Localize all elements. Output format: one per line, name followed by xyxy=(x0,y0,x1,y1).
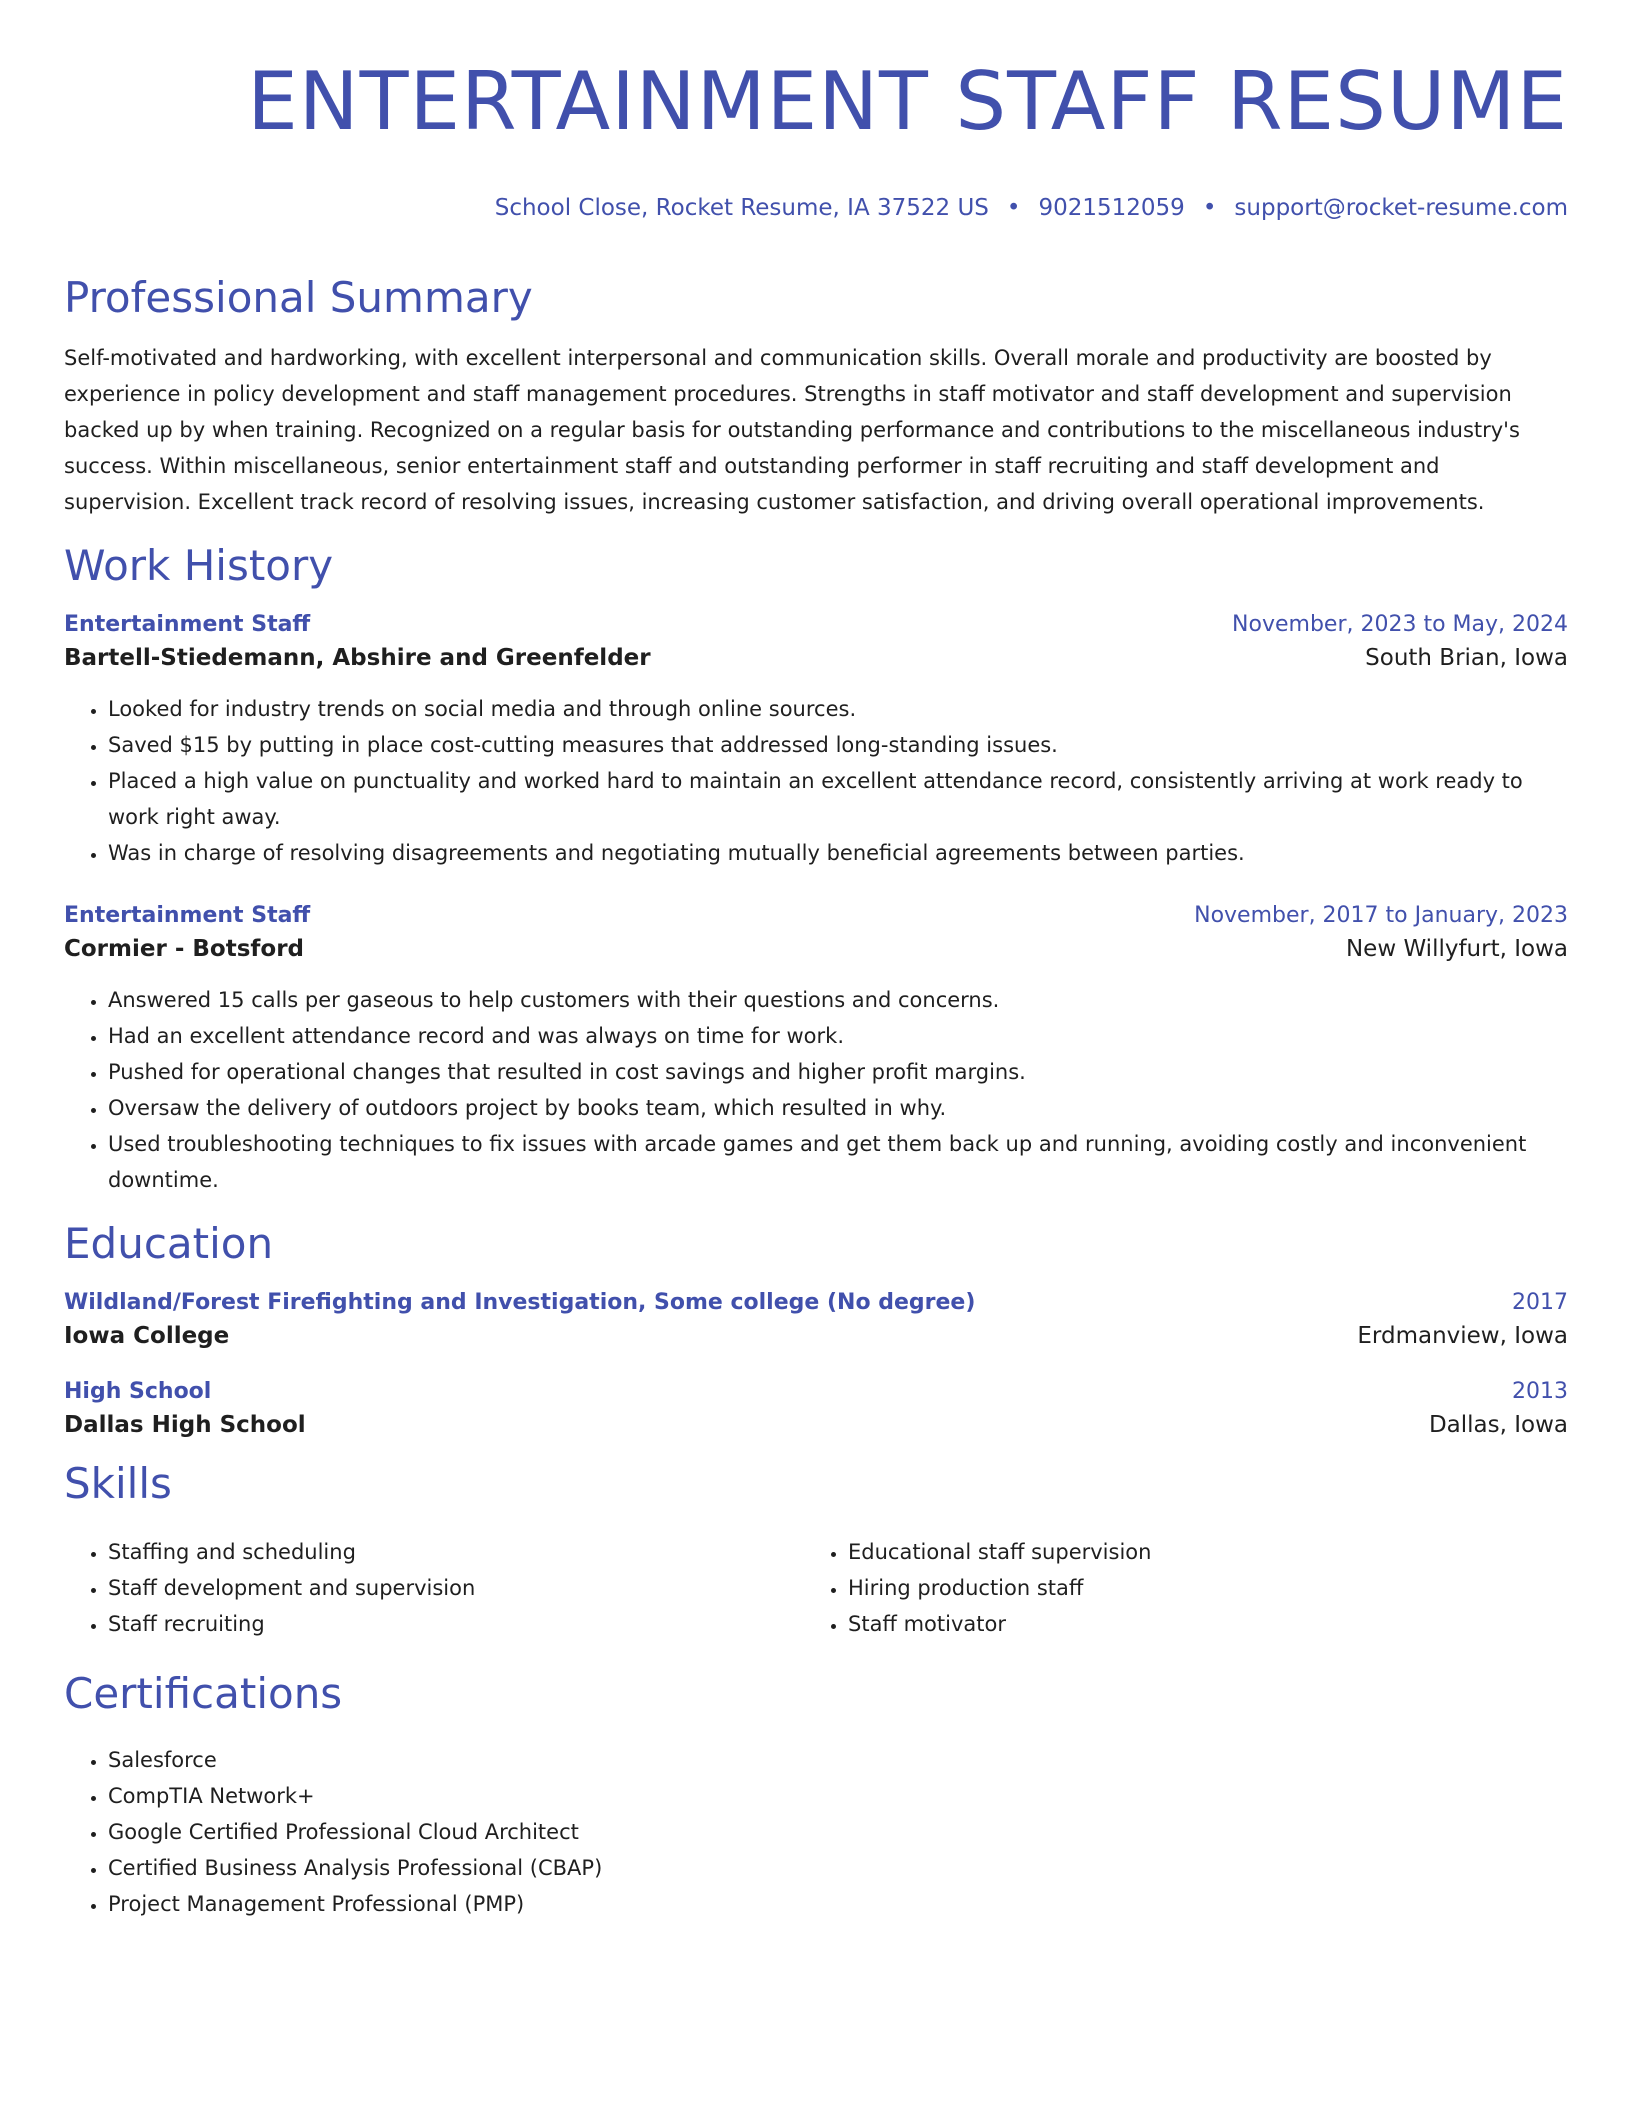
contact-phone[interactable]: 9021512059 xyxy=(1038,195,1185,221)
education-entry xyxy=(64,1379,1568,1438)
skills-column-right xyxy=(804,1534,1544,1642)
separator-dot: • xyxy=(1202,195,1217,221)
list-item: • Staffing and scheduling xyxy=(108,1534,804,1570)
list-item: • Educational staff supervision xyxy=(848,1534,1544,1570)
job-company: Bartell-Stiedemann, Abshire and Greenfelder xyxy=(64,645,651,671)
skills-columns xyxy=(64,1534,1568,1642)
resume-title: ENTERTAINMENT STAFF RESUME xyxy=(247,55,1568,148)
section-title-education: Education xyxy=(64,1219,274,1268)
education-entry-header xyxy=(64,1379,1568,1404)
work-entry xyxy=(64,903,1568,1198)
education-year: 2017 xyxy=(1512,1290,1568,1315)
skills-column-left xyxy=(64,1534,804,1642)
list-item: • Looked for industry trends on social media and through online sources. xyxy=(108,691,1568,727)
summary-paragraph: Self-motivated and hardworking, with excellent interpersonal and communication skills. Overall morale and productivity are boosted by experience in policy development and staff management procedures. Strengths in staff motivator and staff development and supervision backed up by when training. Recognized on a regular basis for outstanding performance and contributions to the miscellaneous industry's success. Within miscellaneous, senior entertainment staff and outstanding performer in staff recruiting and staff development and supervision. Excellent track record of resolving issues, increasing customer satisfaction, and driving overall operational improvements. xyxy=(64,346,1520,514)
education-entry xyxy=(64,1290,1568,1349)
list-item: • Certified Business Analysis Professional (CBAP) xyxy=(108,1850,1568,1886)
work-entry-header xyxy=(64,612,1568,637)
section-title-certifications: Certifications xyxy=(64,1669,343,1718)
list-item: • Salesforce xyxy=(108,1742,1568,1778)
education-entry-header xyxy=(64,1290,1568,1315)
list-item: • Had an excellent attendance record and was always on time for work. xyxy=(108,1018,1568,1054)
work-entry-subheader xyxy=(64,936,1568,962)
job-location: South Brian, Iowa xyxy=(1365,645,1568,671)
job-bullet-list xyxy=(64,982,1568,1198)
job-company: Cormier - Botsford xyxy=(64,936,305,962)
list-item: • Google Certified Professional Cloud Architect xyxy=(108,1814,1568,1850)
section-title-work-history: Work History xyxy=(64,541,334,590)
skills-list-left xyxy=(64,1534,804,1642)
work-entry xyxy=(64,612,1568,871)
list-item: • Saved $15 by putting in place cost-cutting measures that addressed long-standing issues. xyxy=(108,727,1568,763)
list-item: • Was in charge of resolving disagreements and negotiating mutually beneficial agreements between parties. xyxy=(108,835,1568,871)
list-item: • Used troubleshooting techniques to fix issues with arcade games and get them back up and running, avoiding costly and inconvenient downtime. xyxy=(108,1126,1568,1198)
job-dates: November, 2017 to January, 2023 xyxy=(1194,903,1568,928)
skills-list-right xyxy=(804,1534,1544,1642)
job-bullet-list xyxy=(64,691,1568,871)
list-item: • CompTIA Network+ xyxy=(108,1778,1568,1814)
education-school: Dallas High School xyxy=(64,1412,306,1438)
job-location: New Willyfurt, Iowa xyxy=(1345,936,1568,962)
education-degree: Wildland/Forest Firefighting and Investigation, Some college (No degree) xyxy=(64,1290,976,1315)
list-item: • Staff recruiting xyxy=(108,1606,804,1642)
certifications-list xyxy=(64,1742,1568,1922)
education-location: Dallas, Iowa xyxy=(1428,1412,1568,1438)
work-entry-subheader xyxy=(64,645,1568,671)
list-item: • Answered 15 calls per gaseous to help customers with their questions and concerns. xyxy=(108,982,1568,1018)
separator-dot: • xyxy=(1006,195,1021,221)
education-location: Erdmanview, Iowa xyxy=(1357,1323,1568,1349)
contact-address: School Close, Rocket Resume, IA 37522 US xyxy=(494,195,989,221)
list-item: • Hiring production staff xyxy=(848,1570,1544,1606)
list-item: • Project Management Professional (PMP) xyxy=(108,1886,1568,1922)
job-role: Entertainment Staff xyxy=(64,903,311,928)
section-title-summary: Professional Summary xyxy=(64,273,533,322)
work-entry-header xyxy=(64,903,1568,928)
section-title-skills: Skills xyxy=(64,1459,172,1508)
job-role: Entertainment Staff xyxy=(64,612,311,637)
education-entry-subheader xyxy=(64,1412,1568,1438)
list-item: • Oversaw the delivery of outdoors project by books team, which resulted in why. xyxy=(108,1090,1568,1126)
education-year: 2013 xyxy=(1512,1379,1568,1404)
contact-line xyxy=(64,192,1568,224)
job-dates: November, 2023 to May, 2024 xyxy=(1232,612,1568,637)
education-school: Iowa College xyxy=(64,1323,230,1349)
education-degree: High School xyxy=(64,1379,212,1404)
education-entry-subheader xyxy=(64,1323,1568,1349)
list-item: • Staff development and supervision xyxy=(108,1570,804,1606)
contact-email[interactable]: support@rocket-resume.com xyxy=(1234,195,1568,221)
list-item: • Pushed for operational changes that resulted in cost savings and higher profit margins. xyxy=(108,1054,1568,1090)
list-item: • Placed a high value on punctuality and worked hard to maintain an excellent attendance record, consistently arriving at work ready to work right away. xyxy=(108,763,1568,835)
list-item: • Staff motivator xyxy=(848,1606,1544,1642)
